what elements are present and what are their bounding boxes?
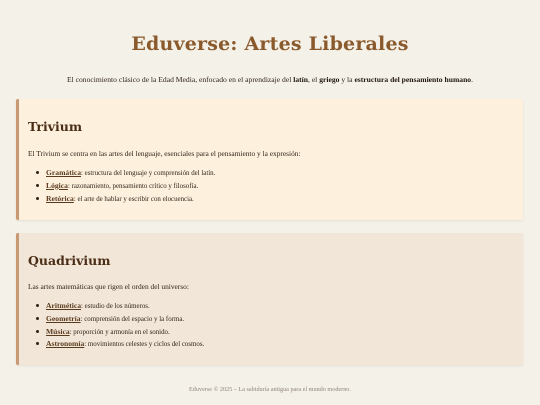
bullet-icon — [36, 304, 39, 307]
intro-sep-1: , el — [308, 75, 320, 84]
quadrivium-heading: Quadrivium — [28, 253, 111, 268]
list-item — [36, 338, 204, 351]
item-text: : movimientos celestes y ciclos del cosmos. — [84, 341, 205, 349]
quadrivium-description: Las artes matemáticas que rigen el orden del universo: — [28, 282, 189, 291]
item-text: : estructura del lenguaje y comprensión del latín. — [81, 170, 216, 177]
quadrivium-list — [36, 300, 204, 351]
footer: Eduverse © 2025 – La sabiduría antigua para el mundo moderno. — [189, 386, 351, 393]
site-title: Eduverse: Artes Liberales — [131, 33, 409, 55]
intro-end: . — [471, 75, 473, 84]
list-item — [36, 313, 204, 326]
item-text: : proporción y armonía en el sonido. — [69, 328, 170, 336]
term-link-musica[interactable]: Música — [46, 326, 70, 336]
term-link-gramatica[interactable]: Gramática — [46, 168, 82, 177]
term-link-astronomia[interactable]: Astronomía — [46, 339, 85, 349]
term-link-aritmetica[interactable]: Aritmética — [46, 301, 81, 310]
term-link-retorica[interactable]: Retórica — [46, 193, 74, 203]
trivium-list — [36, 167, 215, 205]
intro-text — [10, 75, 530, 84]
list-item — [36, 193, 215, 206]
term-link-geometria[interactable]: Geometría — [46, 313, 81, 323]
bullet-icon — [36, 342, 39, 345]
list-item — [36, 167, 215, 180]
intro-bold-griego: griego — [319, 75, 340, 84]
quadrivium-section — [16, 233, 523, 365]
item-text: : comprensión del espacio y la forma. — [80, 315, 185, 323]
bullet-icon — [36, 330, 39, 333]
list-item — [36, 180, 215, 193]
item-text: : estudio de los números. — [81, 303, 150, 310]
bullet-icon — [36, 317, 39, 320]
intro-bold-latin: latín — [293, 75, 309, 84]
bullet-icon — [36, 184, 39, 187]
intro-bold-pensamiento: estructura del pensamiento humano — [354, 75, 472, 84]
bullet-icon — [36, 197, 39, 200]
intro-sep-2: y la — [339, 75, 355, 84]
item-text: : razonamiento, pensamiento crítico y filosofía. — [67, 182, 199, 190]
term-link-logica[interactable]: Lógica — [46, 180, 68, 190]
bullet-icon — [36, 171, 39, 174]
trivium-description: El Trivium se centra en las artes del lenguaje, esenciales para el pensamiento y la expresión: — [28, 149, 301, 158]
item-text: : el arte de hablar y escribir con elocuencia. — [73, 195, 194, 203]
trivium-section — [16, 99, 523, 220]
list-item — [36, 300, 204, 313]
trivium-heading: Trivium — [28, 119, 83, 134]
list-item — [36, 326, 204, 339]
intro-pre: El conocimiento clásico de la Edad Media, enfocado en el aprendizaje del — [66, 75, 294, 84]
